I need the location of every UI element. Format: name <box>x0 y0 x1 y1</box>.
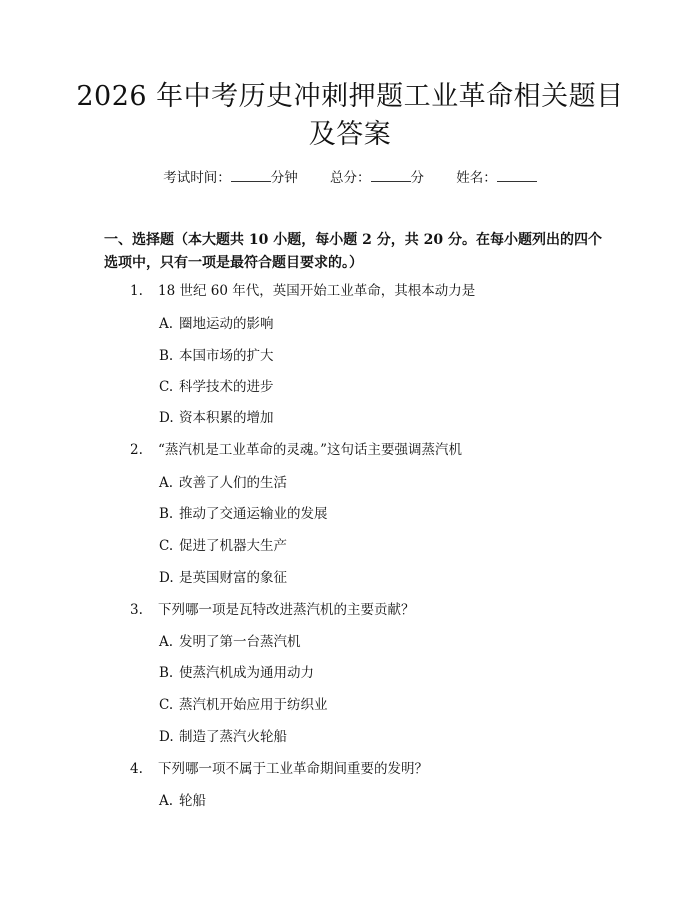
document-title-line-2: 及答案 <box>308 119 392 150</box>
question-number: 3. <box>130 602 143 618</box>
option-letter: B. <box>159 348 174 364</box>
question-number: 2. <box>130 442 143 458</box>
question-2 <box>130 441 462 459</box>
option-letter: A. <box>159 634 174 650</box>
exam-time-unit: 分钟 <box>270 170 298 186</box>
question-stem: 下列哪一项不属于工业革命期间重要的发明？ <box>158 761 428 777</box>
option-text: 改善了人们的生活 <box>179 475 287 491</box>
document-title <box>60 78 640 154</box>
total-score-blank <box>371 169 411 182</box>
exam-time-blank <box>231 169 271 182</box>
question-2-option-d <box>159 569 287 587</box>
option-text: 科学技术的进步 <box>179 379 274 395</box>
option-letter: C. <box>159 538 174 554</box>
question-3-option-c <box>159 696 328 714</box>
total-score-field <box>330 169 424 187</box>
option-text: 促进了机器大生产 <box>179 538 287 554</box>
option-text: 蒸汽机开始应用于纺织业 <box>179 697 328 713</box>
option-letter: A. <box>159 475 174 491</box>
option-text: 制造了蒸汽火轮船 <box>179 729 287 745</box>
question-number: 1. <box>130 283 143 299</box>
document-title-line-1: 2026 年中考历史冲刺押题工业革命相关题目 <box>76 81 624 112</box>
exam-time-field <box>163 169 298 187</box>
exam-time-label: 考试时间： <box>163 170 231 186</box>
option-letter: B. <box>159 665 174 681</box>
option-text: 使蒸汽机成为通用动力 <box>179 665 314 681</box>
option-text: 发明了第一台蒸汽机 <box>179 634 301 650</box>
question-3-option-b <box>159 664 314 682</box>
question-1-option-b <box>159 347 274 365</box>
option-text: 资本积累的增加 <box>179 410 274 426</box>
section-heading: 一、选择题（本大题共 10 小题，每小题 2 分，共 20 分。在每小题列出的四个选项中，只有一项是最符合题目要求的。） <box>104 232 602 271</box>
option-letter: D. <box>159 570 174 586</box>
question-2-option-b <box>159 505 328 523</box>
option-text: 推动了交通运输业的发展 <box>179 506 328 522</box>
option-text: 圈地运动的影响 <box>179 316 274 332</box>
student-name-field <box>456 169 537 187</box>
question-3-option-a <box>159 633 301 651</box>
option-letter: B. <box>159 506 174 522</box>
question-3-option-d <box>159 728 287 746</box>
option-text: 本国市场的扩大 <box>179 348 274 364</box>
question-stem: “蒸汽机是工业革命的灵魂。”这句话主要强调蒸汽机 <box>158 442 463 458</box>
question-1 <box>130 282 475 300</box>
total-score-label: 总分： <box>330 170 371 186</box>
question-stem: 下列哪一项是瓦特改进蒸汽机的主要贡献？ <box>158 602 415 618</box>
option-letter: A. <box>159 793 174 809</box>
question-2-option-a <box>159 474 287 492</box>
option-text: 轮船 <box>179 793 206 809</box>
student-name-label: 姓名： <box>456 170 497 186</box>
total-score-unit: 分 <box>410 170 424 186</box>
option-letter: A. <box>159 316 174 332</box>
question-1-option-a <box>159 315 274 333</box>
question-stem: 18 世纪 60 年代，英国开始工业革命，其根本动力是 <box>158 283 476 299</box>
question-1-option-d <box>159 409 274 427</box>
option-letter: D. <box>159 410 174 426</box>
exam-info-row <box>0 169 700 187</box>
question-3 <box>130 601 415 619</box>
student-name-blank <box>497 169 537 182</box>
option-letter: C. <box>159 697 174 713</box>
question-number: 4. <box>130 761 143 777</box>
question-4 <box>130 760 428 778</box>
option-text: 是英国财富的象征 <box>179 570 287 586</box>
question-1-option-c <box>159 378 274 396</box>
question-2-option-c <box>159 537 287 555</box>
option-letter: D. <box>159 729 174 745</box>
option-letter: C. <box>159 379 174 395</box>
question-4-option-a <box>159 792 206 810</box>
